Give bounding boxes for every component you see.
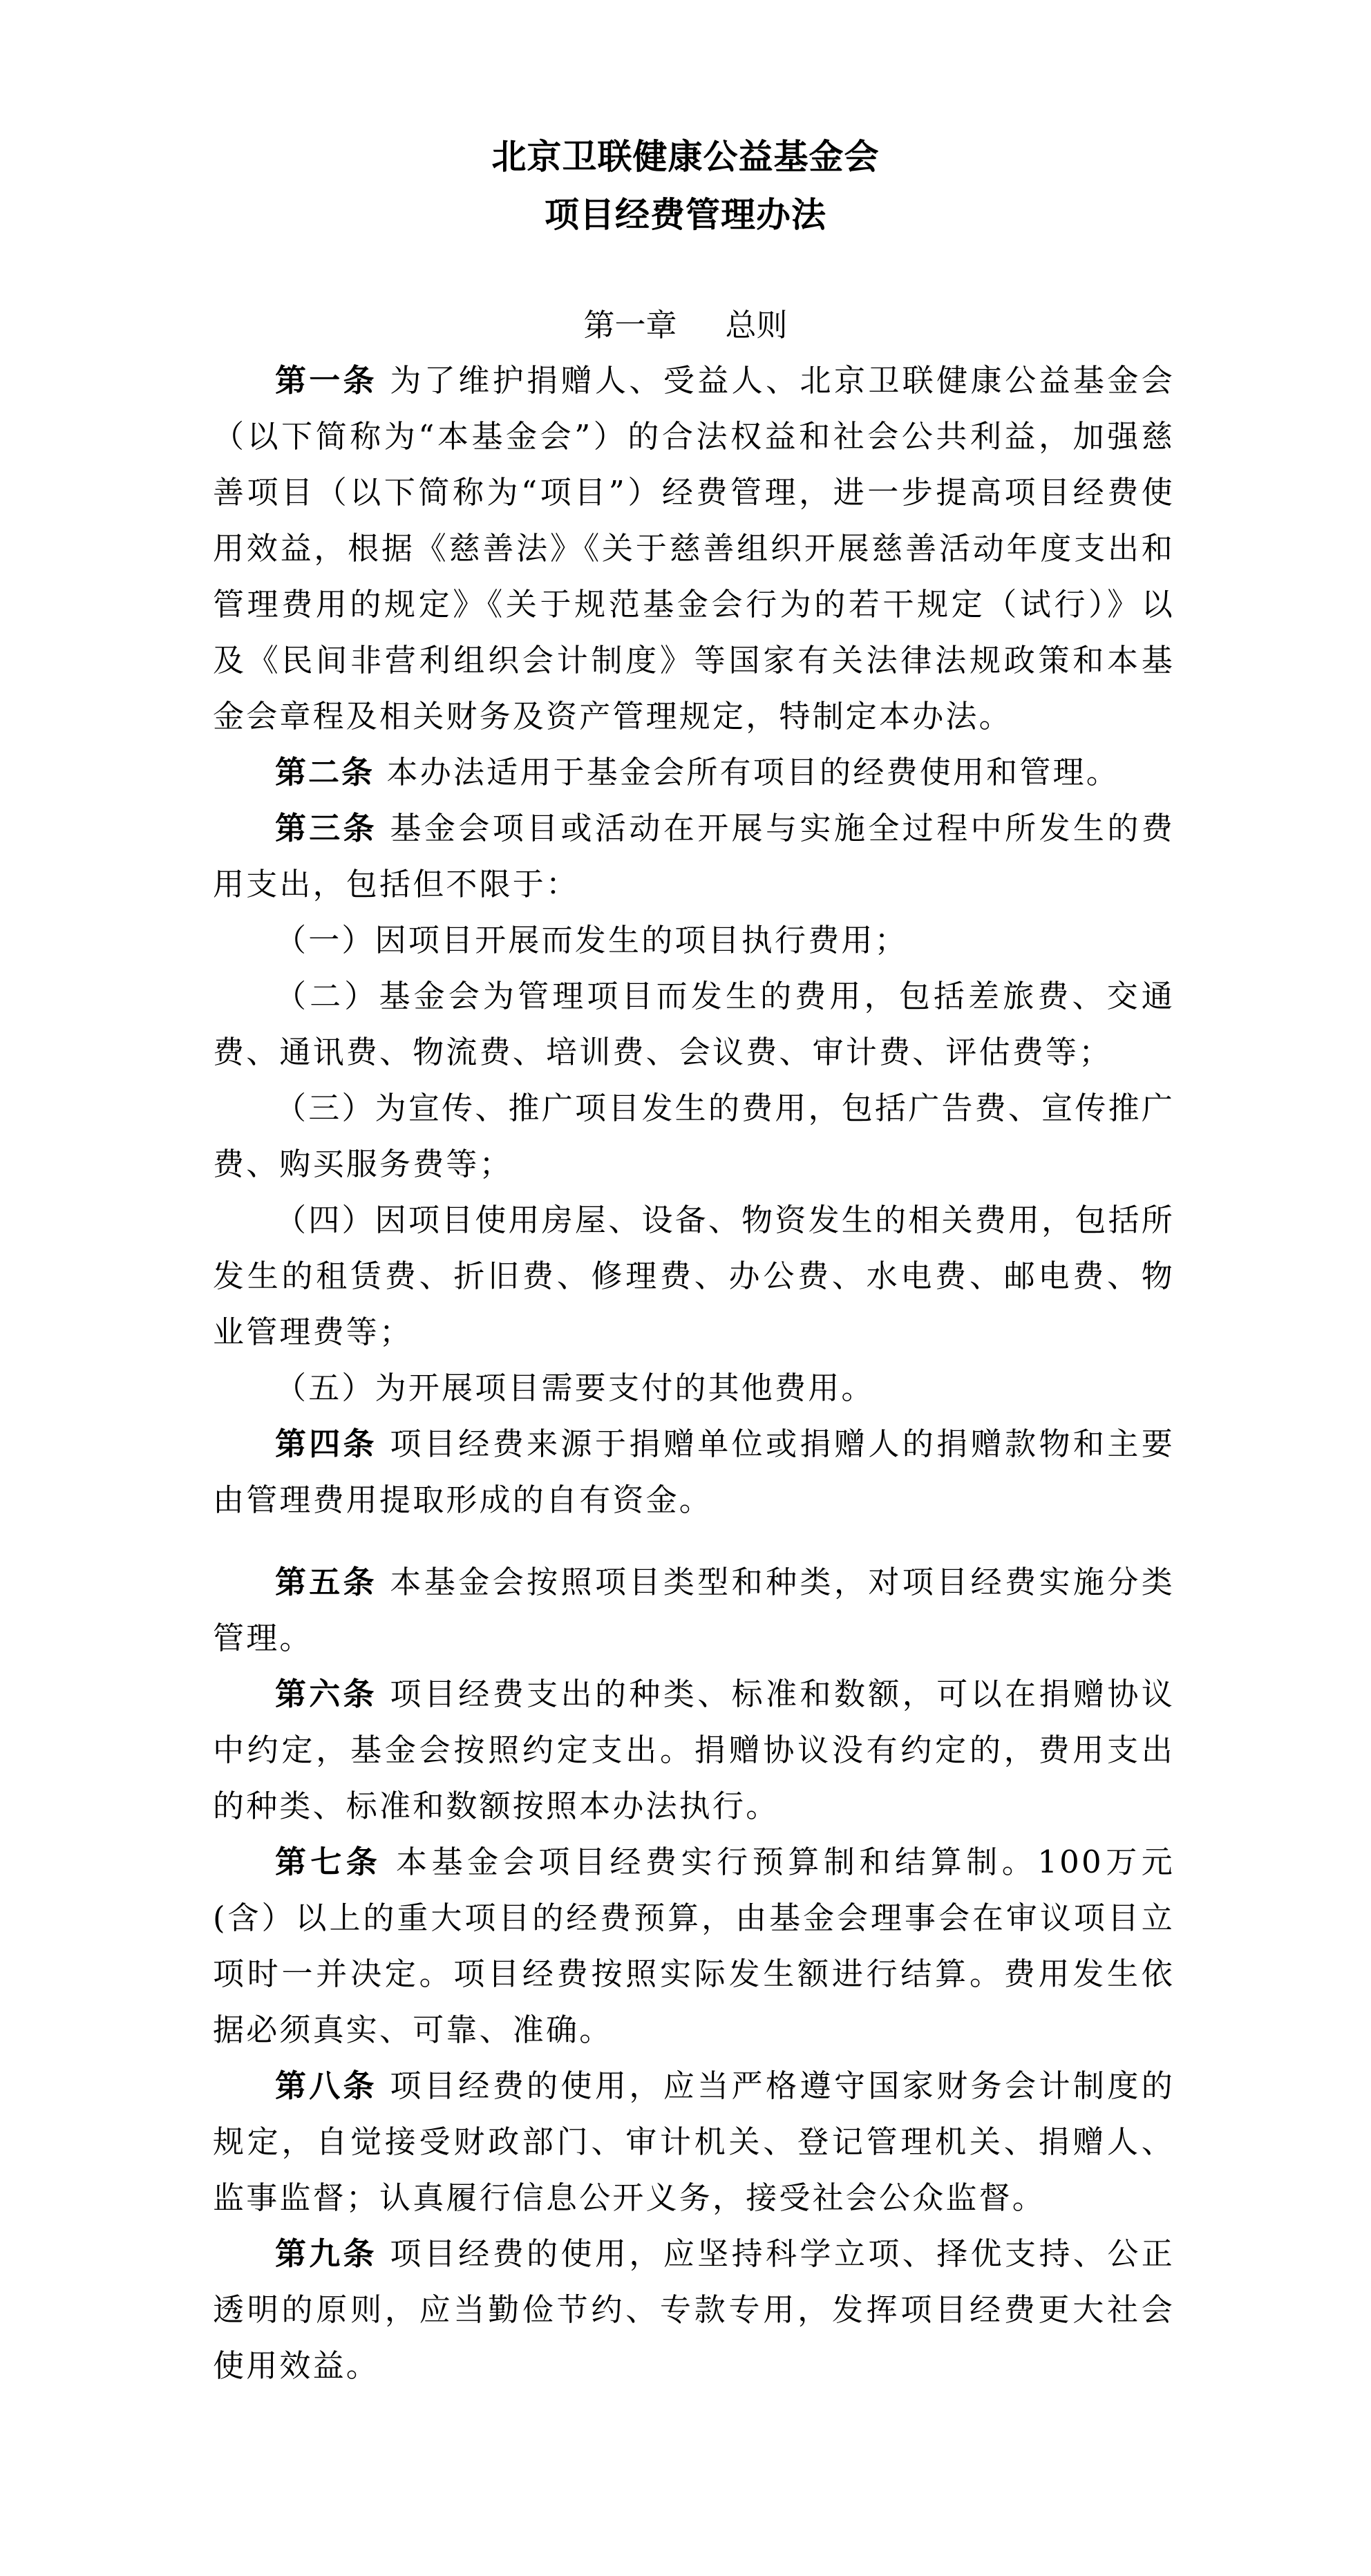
article-9 xyxy=(213,2226,1175,2394)
article-text: 项目经费的使用，应当严格遵守国家财务会计制度的规定，自觉接受财政部门、审计机关、登记管理机关、捐赠人、监事监督；认真履行信息公开义务，接受社会公众监督。 xyxy=(213,2067,1175,2216)
article-number: 第八条 xyxy=(275,2067,377,2104)
list-item-1 xyxy=(213,912,1175,968)
article-number: 第九条 xyxy=(275,2235,377,2272)
article-6 xyxy=(213,1666,1175,1834)
article-7 xyxy=(213,1834,1175,2058)
list-item-4 xyxy=(213,1192,1175,1360)
article-number: 第五条 xyxy=(275,1564,377,1600)
article-number: 第六条 xyxy=(275,1676,377,1712)
article-4 xyxy=(213,1416,1175,1528)
article-number: 第三条 xyxy=(275,810,377,846)
article-number: 第七条 xyxy=(275,1844,382,1880)
list-item-text: （五）为开展项目需要支付的其他费用。 xyxy=(275,1370,875,1406)
article-text: 本基金会按照项目类型和种类，对项目经费实施分类管理。 xyxy=(213,1564,1175,1656)
article-text: 项目经费来源于捐赠单位或捐赠人的捐赠款物和主要由管理费用提取形成的自有资金。 xyxy=(213,1426,1175,1518)
chapter-heading xyxy=(0,299,1371,352)
article-3 xyxy=(213,800,1175,912)
list-item-text: （一）因项目开展而发生的项目执行费用； xyxy=(275,922,908,958)
article-text: 本基金会项目经费实行预算制和结算制。100万元(含）以上的重大项目的经费预算，由基金会理事会在审议项目立项时一并决定。项目经费按照实际发生额进行结算。费用发生依据必须真实、可靠、准确。 xyxy=(213,1844,1175,2048)
title-regulation: 项目经费管理办法 xyxy=(545,194,826,235)
article-text: 基金会项目或活动在开展与实施全过程中所发生的费用支出，包括但不限于： xyxy=(213,810,1175,902)
article-text: 为了维护捐赠人、受益人、北京卫联健康公益基金会（以下简称为“本基金会”）的合法权益和社会公共利益，加强慈善项目（以下简称为“项目”）经费管理，进一步提高项目经费使用效益，根据《慈善法》《关于慈善组织开展慈善活动年度支出和管理费用的规定》《关于规范基金会行为的若干规定（试行）》以及《民间非营利组织会计制度》等国家有关法律法规政策和本基金会章程及相关财务及资产管理规定，特制定本办法。 xyxy=(213,362,1175,735)
article-number: 第四条 xyxy=(275,1426,377,1462)
list-item-text: （三）为宣传、推广项目发生的费用，包括广告费、宣传推广费、购买服务费等； xyxy=(213,1090,1175,1182)
list-item-3 xyxy=(213,1080,1175,1192)
chapter-number: 第一章 xyxy=(583,307,677,343)
article-number: 第一条 xyxy=(275,362,377,399)
article-8 xyxy=(213,2058,1175,2226)
list-item-text: （二）基金会为管理项目而发生的费用，包括差旅费、交通费、通讯费、物流费、培训费、会议费、审计费、评估费等； xyxy=(213,978,1175,1070)
article-text: 项目经费的使用，应坚持科学立项、择优支持、公正透明的原则，应当勤俭节约、专款专用，发挥项目经费更大社会使用效益。 xyxy=(213,2235,1175,2384)
list-item-2 xyxy=(213,968,1175,1080)
article-text: 本办法适用于基金会所有项目的经费使用和管理。 xyxy=(386,754,1119,790)
article-number: 第二条 xyxy=(275,754,375,790)
document-title xyxy=(0,128,1371,244)
article-2 xyxy=(213,744,1175,800)
list-item-5 xyxy=(213,1360,1175,1416)
document-body xyxy=(213,352,1175,2394)
chapter-name: 总则 xyxy=(725,307,788,343)
article-text: 项目经费支出的种类、标准和数额，可以在捐赠协议中约定，基金会按照约定支出。捐赠协议没有约定的，费用支出的种类、标准和数额按照本办法执行。 xyxy=(213,1676,1175,1824)
article-1 xyxy=(213,352,1175,744)
title-organization: 北京卫联健康公益基金会 xyxy=(491,136,880,177)
article-5 xyxy=(213,1554,1175,1666)
list-item-text: （四）因项目使用房屋、设备、物资发生的相关费用，包括所发生的租赁费、折旧费、修理费、办公费、水电费、邮电费、物业管理费等； xyxy=(213,1202,1175,1350)
